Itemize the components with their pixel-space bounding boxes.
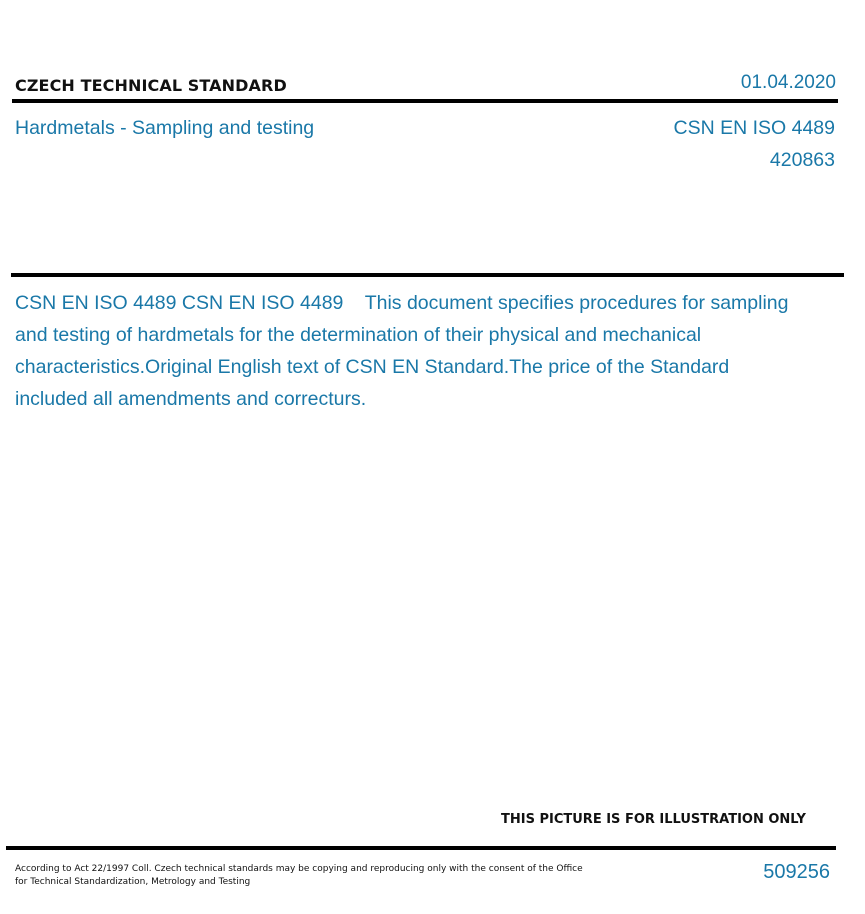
legal-notice-line-1: According to Act 22/1997 Coll. Czech technical standards may be copying and reproducing only with the consent of the Office	[15, 864, 583, 874]
legal-notice	[15, 863, 595, 889]
legal-notice-line-2: for Technical Standardization, Metrology and Testing	[15, 877, 251, 887]
publication-date: 01.04.2020	[740, 72, 836, 93]
standard-number: CSN EN ISO 4489	[673, 117, 835, 139]
catalog-id: 509256	[763, 861, 830, 883]
section-divider	[11, 273, 844, 277]
standard-subject: Hardmetals - Sampling and testing	[15, 117, 315, 139]
document-type-title: CZECH TECHNICAL STANDARD	[15, 76, 287, 95]
classification-code: 420863	[769, 149, 835, 171]
standard-abstract: CSN EN ISO 4489 CSN EN ISO 4489 This document specifies procedures for sampling and testing of hardmetals for the determination of their physical and mechanical characteristics.Original English text of CSN EN Standard.The price of the Standard included all amendments and correcturs.	[15, 292, 794, 410]
header-divider	[12, 99, 838, 103]
footer-divider	[6, 846, 836, 850]
illustration-disclaimer: THIS PICTURE IS FOR ILLUSTRATION ONLY	[501, 812, 806, 827]
